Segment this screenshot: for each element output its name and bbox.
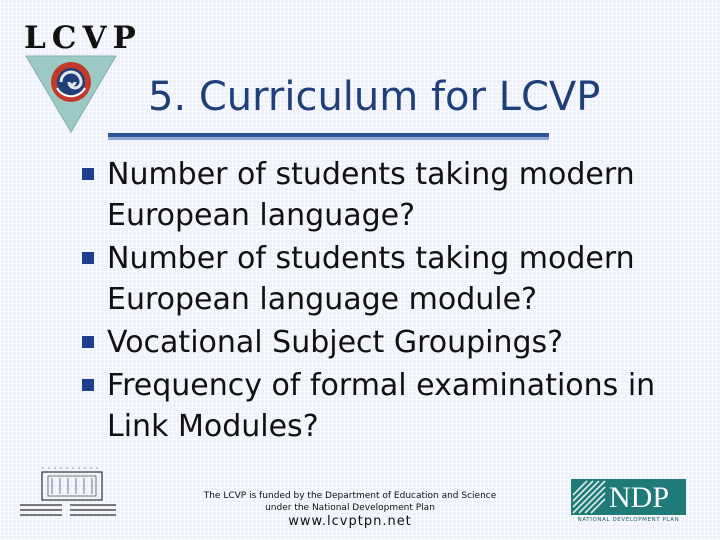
square-bullet-icon (82, 168, 94, 180)
slide-title: 5. Curriculum for LCVP (148, 74, 601, 120)
ndp-caption: NATIONAL DEVELOPMENT PLAN (577, 517, 680, 523)
ndp-logo-box (571, 479, 686, 515)
square-bullet-icon (82, 252, 94, 264)
website-url: www.lcvptpn.net (288, 514, 412, 529)
funding-line-2: under the National Development Plan (265, 503, 435, 513)
bullet-text: Frequency of formal examinations in Link Modules? (107, 368, 656, 444)
ndp-logo (571, 479, 686, 525)
ndp-stripes-icon (571, 479, 607, 515)
funding-notice (190, 490, 510, 530)
bullet-text: Vocational Subject Groupings? (107, 325, 564, 360)
bullet-text: Number of students taking modern European language module? (107, 241, 635, 317)
bullet-item (82, 154, 707, 236)
square-bullet-icon (82, 379, 94, 391)
ndp-letters: NDP (609, 481, 670, 514)
lcvp-emblem-icon (22, 52, 120, 136)
bullet-item (82, 365, 707, 447)
bullet-list (82, 154, 707, 449)
square-bullet-icon (82, 336, 94, 348)
funding-line-1: The LCVP is funded by the Department of Education and Science (203, 491, 497, 501)
bullet-item (82, 238, 707, 320)
bullet-text: Number of students taking modern European language? (107, 157, 635, 233)
title-underline (108, 133, 549, 140)
bullet-item (82, 322, 707, 363)
department-of-education-logo (16, 464, 128, 522)
lcvp-logo-text: LCVP (24, 20, 142, 56)
